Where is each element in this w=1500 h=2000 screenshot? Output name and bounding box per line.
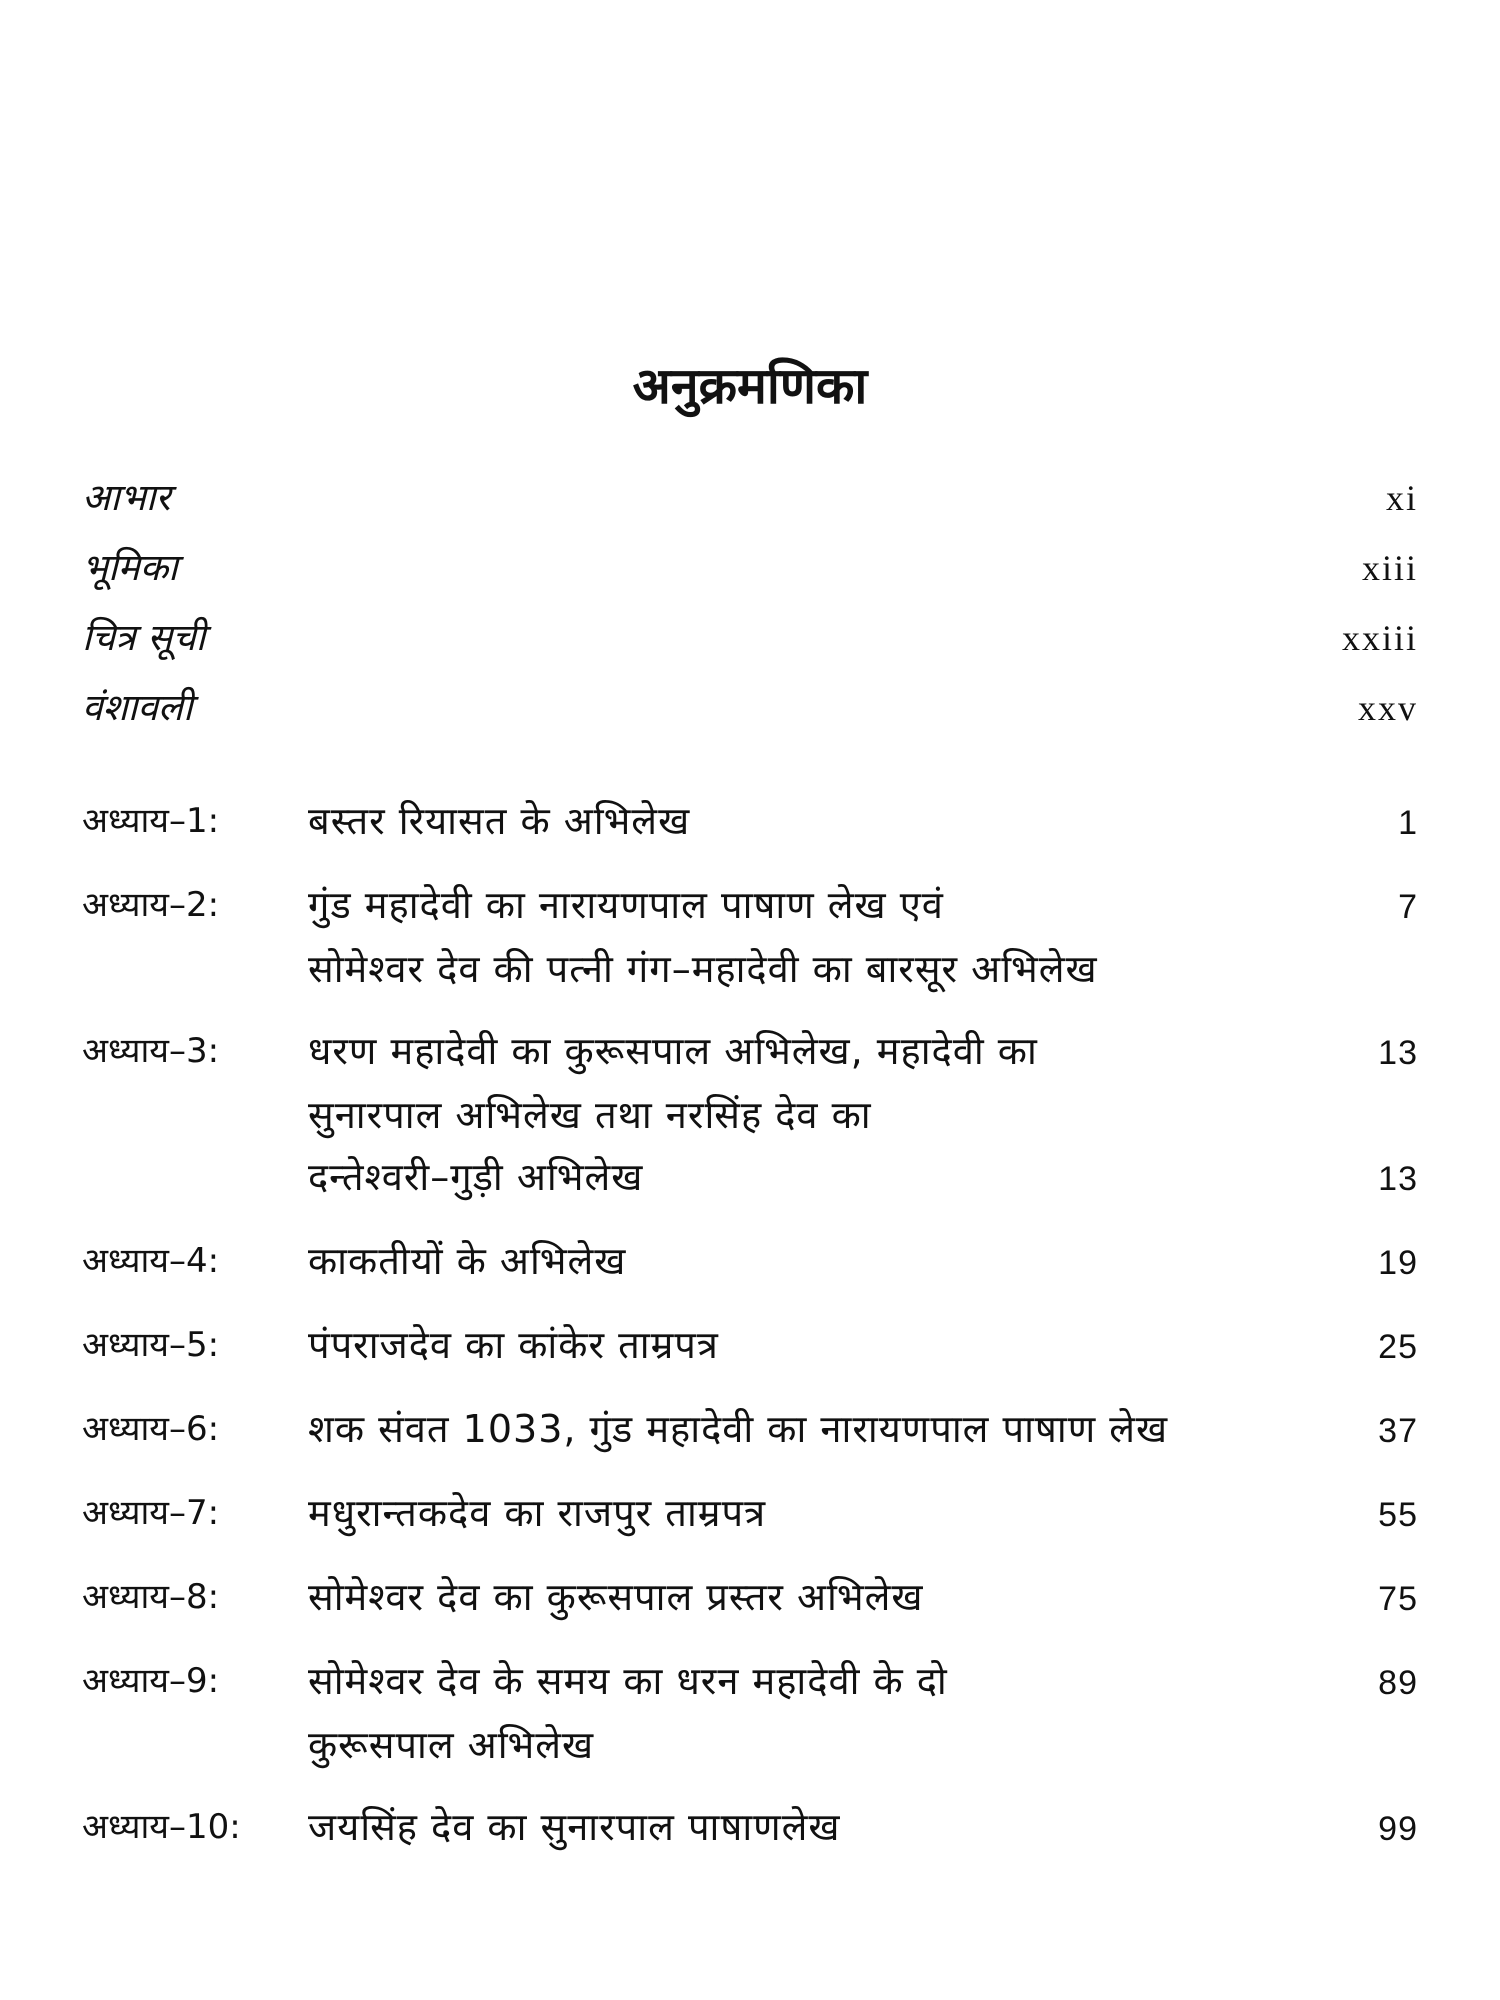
chapter-title-text: पंपराजदेव का कांकेर ताम्रपत्र	[308, 1323, 719, 1367]
chapter-page-number: 19	[1378, 1244, 1418, 1282]
page-title: अनुक्रमणिका	[632, 357, 868, 415]
chapter-page-number: 13	[1378, 1034, 1418, 1072]
chapter-title-line	[308, 1714, 1418, 1776]
chapter-title-text: सोमेश्वर देव की पत्नी गंग–महादेवी का बारसूर अभिलेख	[308, 947, 1098, 991]
chapter-title-line	[308, 1146, 1418, 1210]
chapter-title-line	[308, 1020, 1418, 1084]
chapter-label: अध्याय–5:	[82, 1325, 220, 1365]
front-matter-label: आभार	[82, 476, 171, 519]
front-matter-label: भूमिका	[82, 546, 178, 589]
chapter-label: अध्याय–9:	[82, 1661, 220, 1701]
chapter-label: अध्याय–4:	[82, 1241, 220, 1281]
chapter-label: अध्याय–2:	[82, 885, 220, 925]
chapter-title-text: सोमेश्वर देव का कुरूसपाल प्रस्तर अभिलेख	[308, 1575, 924, 1619]
chapter-entry	[82, 1796, 1418, 1860]
chapter-title-block	[308, 1398, 1418, 1462]
chapter-title-text: जयसिंह देव का सुनारपाल पाषाणलेख	[308, 1805, 841, 1849]
chapter-page-number: 7	[1398, 888, 1418, 926]
chapter-label: अध्याय–7:	[82, 1493, 220, 1533]
chapter-title-line	[308, 1566, 1418, 1630]
chapter-page-number: 37	[1378, 1412, 1418, 1450]
chapter-title-text: शक संवत 1033, गुंड महादेवी का नारायणपाल पाषाण लेख	[308, 1407, 1169, 1451]
front-matter-list	[82, 470, 1418, 750]
chapter-page-number: 89	[1378, 1664, 1418, 1702]
chapter-title-block	[308, 1796, 1418, 1860]
front-matter-page: xiii	[1361, 548, 1418, 588]
chapter-title-line	[308, 790, 1418, 854]
chapter-label: अध्याय–1:	[82, 801, 220, 841]
chapter-title-block	[308, 874, 1418, 1000]
front-matter-page: xi	[1385, 478, 1418, 518]
chapter-entry	[82, 1230, 1418, 1294]
chapter-entry	[82, 1650, 1418, 1776]
front-matter-item	[82, 610, 1418, 680]
chapter-title-line	[308, 1084, 1418, 1146]
chapter-page-number: 25	[1378, 1328, 1418, 1366]
chapter-title-line	[308, 1314, 1418, 1378]
front-matter-label: चित्र सूची	[82, 616, 206, 659]
chapter-title-line	[308, 1398, 1418, 1462]
chapter-title-line	[308, 874, 1418, 938]
chapter-title-block	[308, 1650, 1418, 1776]
chapter-label: अध्याय–6:	[82, 1409, 220, 1449]
chapter-entry	[82, 1020, 1418, 1210]
front-matter-item	[82, 680, 1418, 750]
front-matter-item	[82, 540, 1418, 610]
chapter-title-text: मधुरान्तकदेव का राजपुर ताम्रपत्र	[308, 1491, 767, 1535]
chapter-title-line	[308, 1482, 1418, 1546]
chapter-title-block	[308, 1230, 1418, 1294]
front-matter-item	[82, 470, 1418, 540]
chapter-label: अध्याय–10:	[82, 1807, 241, 1847]
chapter-title-line	[308, 1796, 1418, 1860]
chapter-title-text: बस्तर रियासत के अभिलेख	[308, 799, 691, 843]
chapter-label: अध्याय–3:	[82, 1031, 220, 1071]
chapter-title-text: धरण महादेवी का कुरूसपाल अभिलेख, महादेवी का	[308, 1029, 1038, 1073]
chapter-entry	[82, 1566, 1418, 1630]
chapter-label: अध्याय–8:	[82, 1577, 220, 1617]
chapter-page-number: 13	[1378, 1160, 1418, 1198]
chapter-list	[82, 790, 1418, 1880]
chapter-title-text: काकतीयों के अभिलेख	[308, 1239, 627, 1283]
chapter-page-number: 99	[1378, 1810, 1418, 1848]
chapter-title-text: दन्तेश्वरी–गुड़ी अभिलेख	[308, 1155, 644, 1199]
front-matter-page: xxv	[1358, 688, 1418, 728]
chapter-title-text: गुंड महादेवी का नारायणपाल पाषाण लेख एवं	[308, 883, 944, 927]
chapter-title-line	[308, 1650, 1418, 1714]
chapter-title-line	[308, 1230, 1418, 1294]
chapter-title-text: सुनारपाल अभिलेख तथा नरसिंह देव का	[308, 1093, 872, 1137]
chapter-entry	[82, 874, 1418, 1000]
chapter-title-block	[308, 1482, 1418, 1546]
chapter-title-text: कुरूसपाल अभिलेख	[308, 1723, 595, 1767]
chapter-title-block	[308, 1314, 1418, 1378]
chapter-entry	[82, 790, 1418, 854]
front-matter-page: xxiii	[1341, 618, 1418, 658]
chapter-title-block	[308, 790, 1418, 854]
chapter-entry	[82, 1314, 1418, 1378]
chapter-title-block	[308, 1020, 1418, 1210]
chapter-title-text: सोमेश्वर देव के समय का धरन महादेवी के दो	[308, 1659, 948, 1703]
front-matter-label: वंशावली	[82, 686, 193, 729]
chapter-entry	[82, 1398, 1418, 1462]
chapter-title-line	[308, 938, 1418, 1000]
chapter-entry	[82, 1482, 1418, 1546]
chapter-page-number: 1	[1398, 804, 1418, 842]
chapter-page-number: 75	[1378, 1580, 1418, 1618]
chapter-page-number: 55	[1378, 1496, 1418, 1534]
chapter-title-block	[308, 1566, 1418, 1630]
